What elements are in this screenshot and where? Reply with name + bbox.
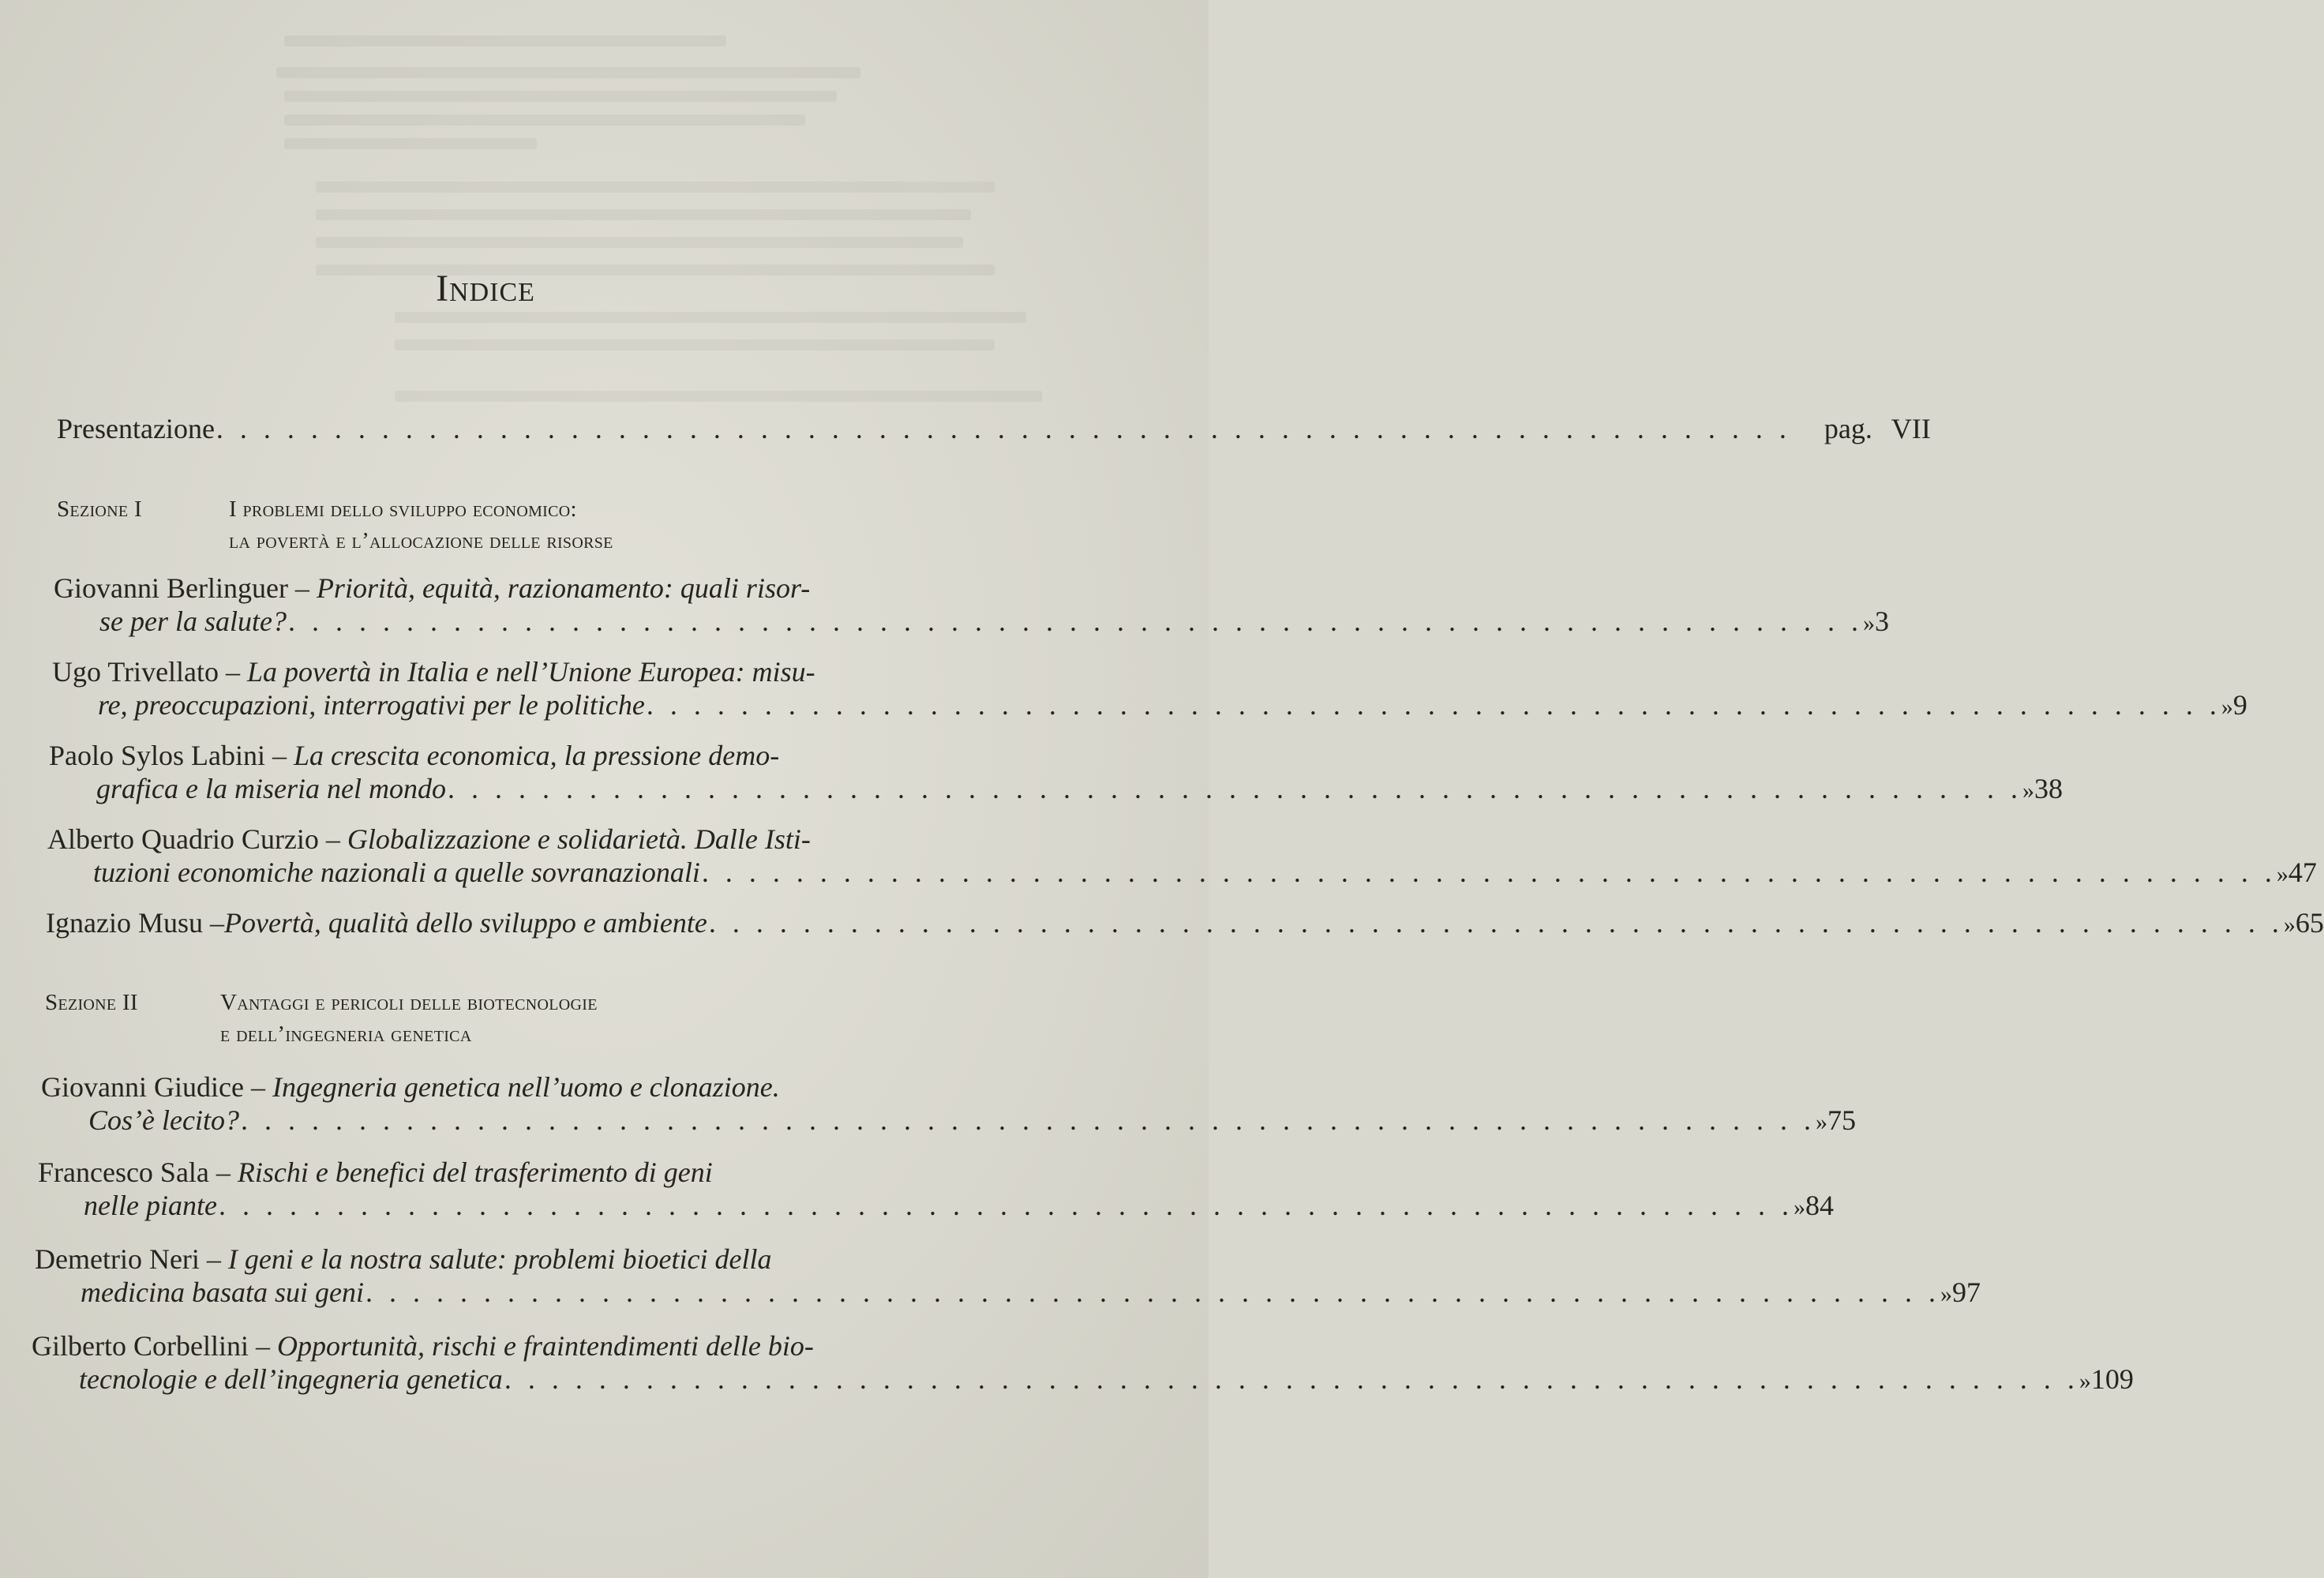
entry-title-cont: medicina basata sui geni xyxy=(81,1276,364,1308)
entry-title: I geni e la nostra salute: problemi bioetici della xyxy=(227,1243,772,1275)
dot-leader: . . . . . . . . . . . . . . . . . . . . . . . . . . . . . . . . . . . . . . . . . . . . . . . . . . . . . . . . . . . . . . . . . . . xyxy=(646,689,2221,721)
entry-author: Giovanni Giudice – xyxy=(41,1071,272,1103)
dot-leader: . . . . . . . . . . . . . . . . . . . . . . . . . . . . . . . . . . . . . . . . . . . . . . . . . . . . . . . . . . . . . . . . . . . xyxy=(240,1104,1816,1136)
toc-entry-presentazione[interactable] xyxy=(57,412,1931,445)
dot-leader: . . . . . . . . . . . . . . . . . . . . . . . . . . . . . . . . . . . . . . . . . . . . . . . . . . . . . . . . . . . . . . . . . . . xyxy=(447,773,2022,804)
toc-entry[interactable] xyxy=(54,572,1889,640)
entry-title-cont: tuzioni economiche nazionali a quelle sovranazionali xyxy=(93,856,700,888)
page-number: 3 xyxy=(1874,605,1889,637)
page-number: 84 xyxy=(1805,1190,1834,1221)
page-number: 97 xyxy=(1951,1276,1981,1308)
page-number: 38 xyxy=(2034,773,2063,804)
section-title-line2: la povertà e l’allocazione delle risorse xyxy=(229,528,613,553)
entry-author: Ugo Trivellato – xyxy=(52,656,248,688)
section-title-line2: e dell’ingegneria genetica xyxy=(220,1021,472,1047)
ditto-mark: » xyxy=(2022,778,2034,804)
entry-title-cont: grafica e la miseria nel mondo xyxy=(96,773,446,804)
entry-title-cont: nelle piante xyxy=(84,1190,217,1221)
toc-entry[interactable] xyxy=(49,739,2063,808)
dot-leader: . . . . . . . . . . . . . . . . . . . . . . . . . . . . . . . . . . . . . . . . . . . . . . . . . . . . . . . . . . . . . . . . . . . xyxy=(708,907,2284,939)
entry-title-cont: tecnologie e dell’ingegneria genetica xyxy=(79,1363,503,1395)
toc-entry[interactable] xyxy=(47,823,2317,891)
section-title-line1: Vantaggi e pericoli delle biotecnologie xyxy=(220,990,598,1015)
page-abbrev: pag. xyxy=(1824,413,1872,444)
entry-title: Povertà, qualità dello sviluppo e ambiente xyxy=(223,907,707,939)
page-number: 109 xyxy=(2090,1363,2134,1395)
show-through-texture xyxy=(0,0,1209,410)
entry-author: Demetrio Neri – xyxy=(35,1243,228,1275)
toc-entry[interactable] xyxy=(32,1329,2134,1398)
dot-leader: . . . . . . . . . . . . . . . . . . . . . . . . . . . . . . . . . . . . . . . . . . . . . . . . . . . . . . . . . . . . . . . . . . . xyxy=(287,605,1863,637)
ditto-mark: » xyxy=(1793,1194,1805,1220)
entry-author: Francesco Sala – xyxy=(38,1156,238,1188)
entry-label: Presentazione xyxy=(57,413,215,444)
page-number: 9 xyxy=(2232,689,2247,721)
ditto-mark: » xyxy=(1940,1281,1952,1307)
dot-leader: . . . . . . . . . . . . . . . . . . . . . . . . . . . . . . . . . . . . . . . . . . . . . . . . . . . . . . . . . . . . . . . . . . . xyxy=(216,413,1791,444)
dot-leader: . . . . . . . . . . . . . . . . . . . . . . . . . . . . . . . . . . . . . . . . . . . . . . . . . . . . . . . . . . . . . . . . . . . xyxy=(504,1363,2079,1395)
page-number: 75 xyxy=(1827,1104,1856,1136)
entry-title: Globalizzazione e solidarietà. Dalle Isti- xyxy=(347,823,811,855)
entry-author: Alberto Quadrio Curzio – xyxy=(47,823,347,855)
page-number: 47 xyxy=(2288,856,2317,888)
entry-title: Ingegneria genetica nell’uomo e clonazione. xyxy=(272,1071,780,1103)
ditto-mark: » xyxy=(2276,861,2288,887)
ditto-mark: » xyxy=(2283,912,2296,938)
section-label: Sezione II xyxy=(45,990,138,1015)
section-heading-2 xyxy=(45,987,1040,1050)
page-title: Indice xyxy=(436,268,535,309)
entry-title-cont: Cos’è lecito? xyxy=(88,1104,239,1136)
entry-title: Rischi e benefici del trasferimento di geni xyxy=(237,1156,713,1188)
dot-leader: . . . . . . . . . . . . . . . . . . . . . . . . . . . . . . . . . . . . . . . . . . . . . . . . . . . . . . . . . . . . . . . . . . . xyxy=(365,1276,1940,1308)
page-number: VII xyxy=(1891,413,1931,444)
toc-entry[interactable] xyxy=(38,1156,1834,1224)
section-heading-1 xyxy=(57,493,1044,557)
page-number: 65 xyxy=(2295,907,2324,939)
toc-entry[interactable] xyxy=(35,1243,1981,1311)
ditto-mark: » xyxy=(2221,694,2233,720)
entry-title: La povertà in Italia e nell’Unione Europea: misu- xyxy=(247,656,815,688)
ditto-mark: » xyxy=(2078,1368,2091,1394)
entry-title-cont: se per la salute? xyxy=(99,605,287,637)
ditto-mark: » xyxy=(1862,610,1875,636)
dot-leader: . . . . . . . . . . . . . . . . . . . . . . . . . . . . . . . . . . . . . . . . . . . . . . . . . . . . . . . . . . . . . . . . . . . xyxy=(701,856,2277,888)
entry-author: Gilberto Corbellini – xyxy=(32,1330,277,1362)
entry-author: Giovanni Berlinguer – xyxy=(54,572,317,604)
entry-author: Ignazio Musu – xyxy=(46,907,224,939)
toc-entry[interactable] xyxy=(46,906,2324,942)
toc-entry[interactable] xyxy=(52,655,2247,724)
dot-leader: . . . . . . . . . . . . . . . . . . . . . . . . . . . . . . . . . . . . . . . . . . . . . . . . . . . . . . . . . . . . . . . . . . . xyxy=(218,1190,1794,1221)
section-title-line1: I problemi dello sviluppo economico: xyxy=(229,497,577,522)
section-label: Sezione I xyxy=(57,497,142,522)
ditto-mark: » xyxy=(1815,1109,1827,1135)
entry-author: Paolo Sylos Labini – xyxy=(49,740,294,771)
entry-title: La crescita economica, la pressione demo- xyxy=(294,740,780,771)
entry-title: Priorità, equità, razionamento: quali risor- xyxy=(316,572,811,604)
toc-entry[interactable] xyxy=(41,1070,1856,1139)
entry-title-cont: re, preoccupazioni, interrogativi per le politiche xyxy=(98,689,645,721)
entry-title: Opportunità, rischi e fraintendimenti delle bio- xyxy=(276,1330,814,1362)
